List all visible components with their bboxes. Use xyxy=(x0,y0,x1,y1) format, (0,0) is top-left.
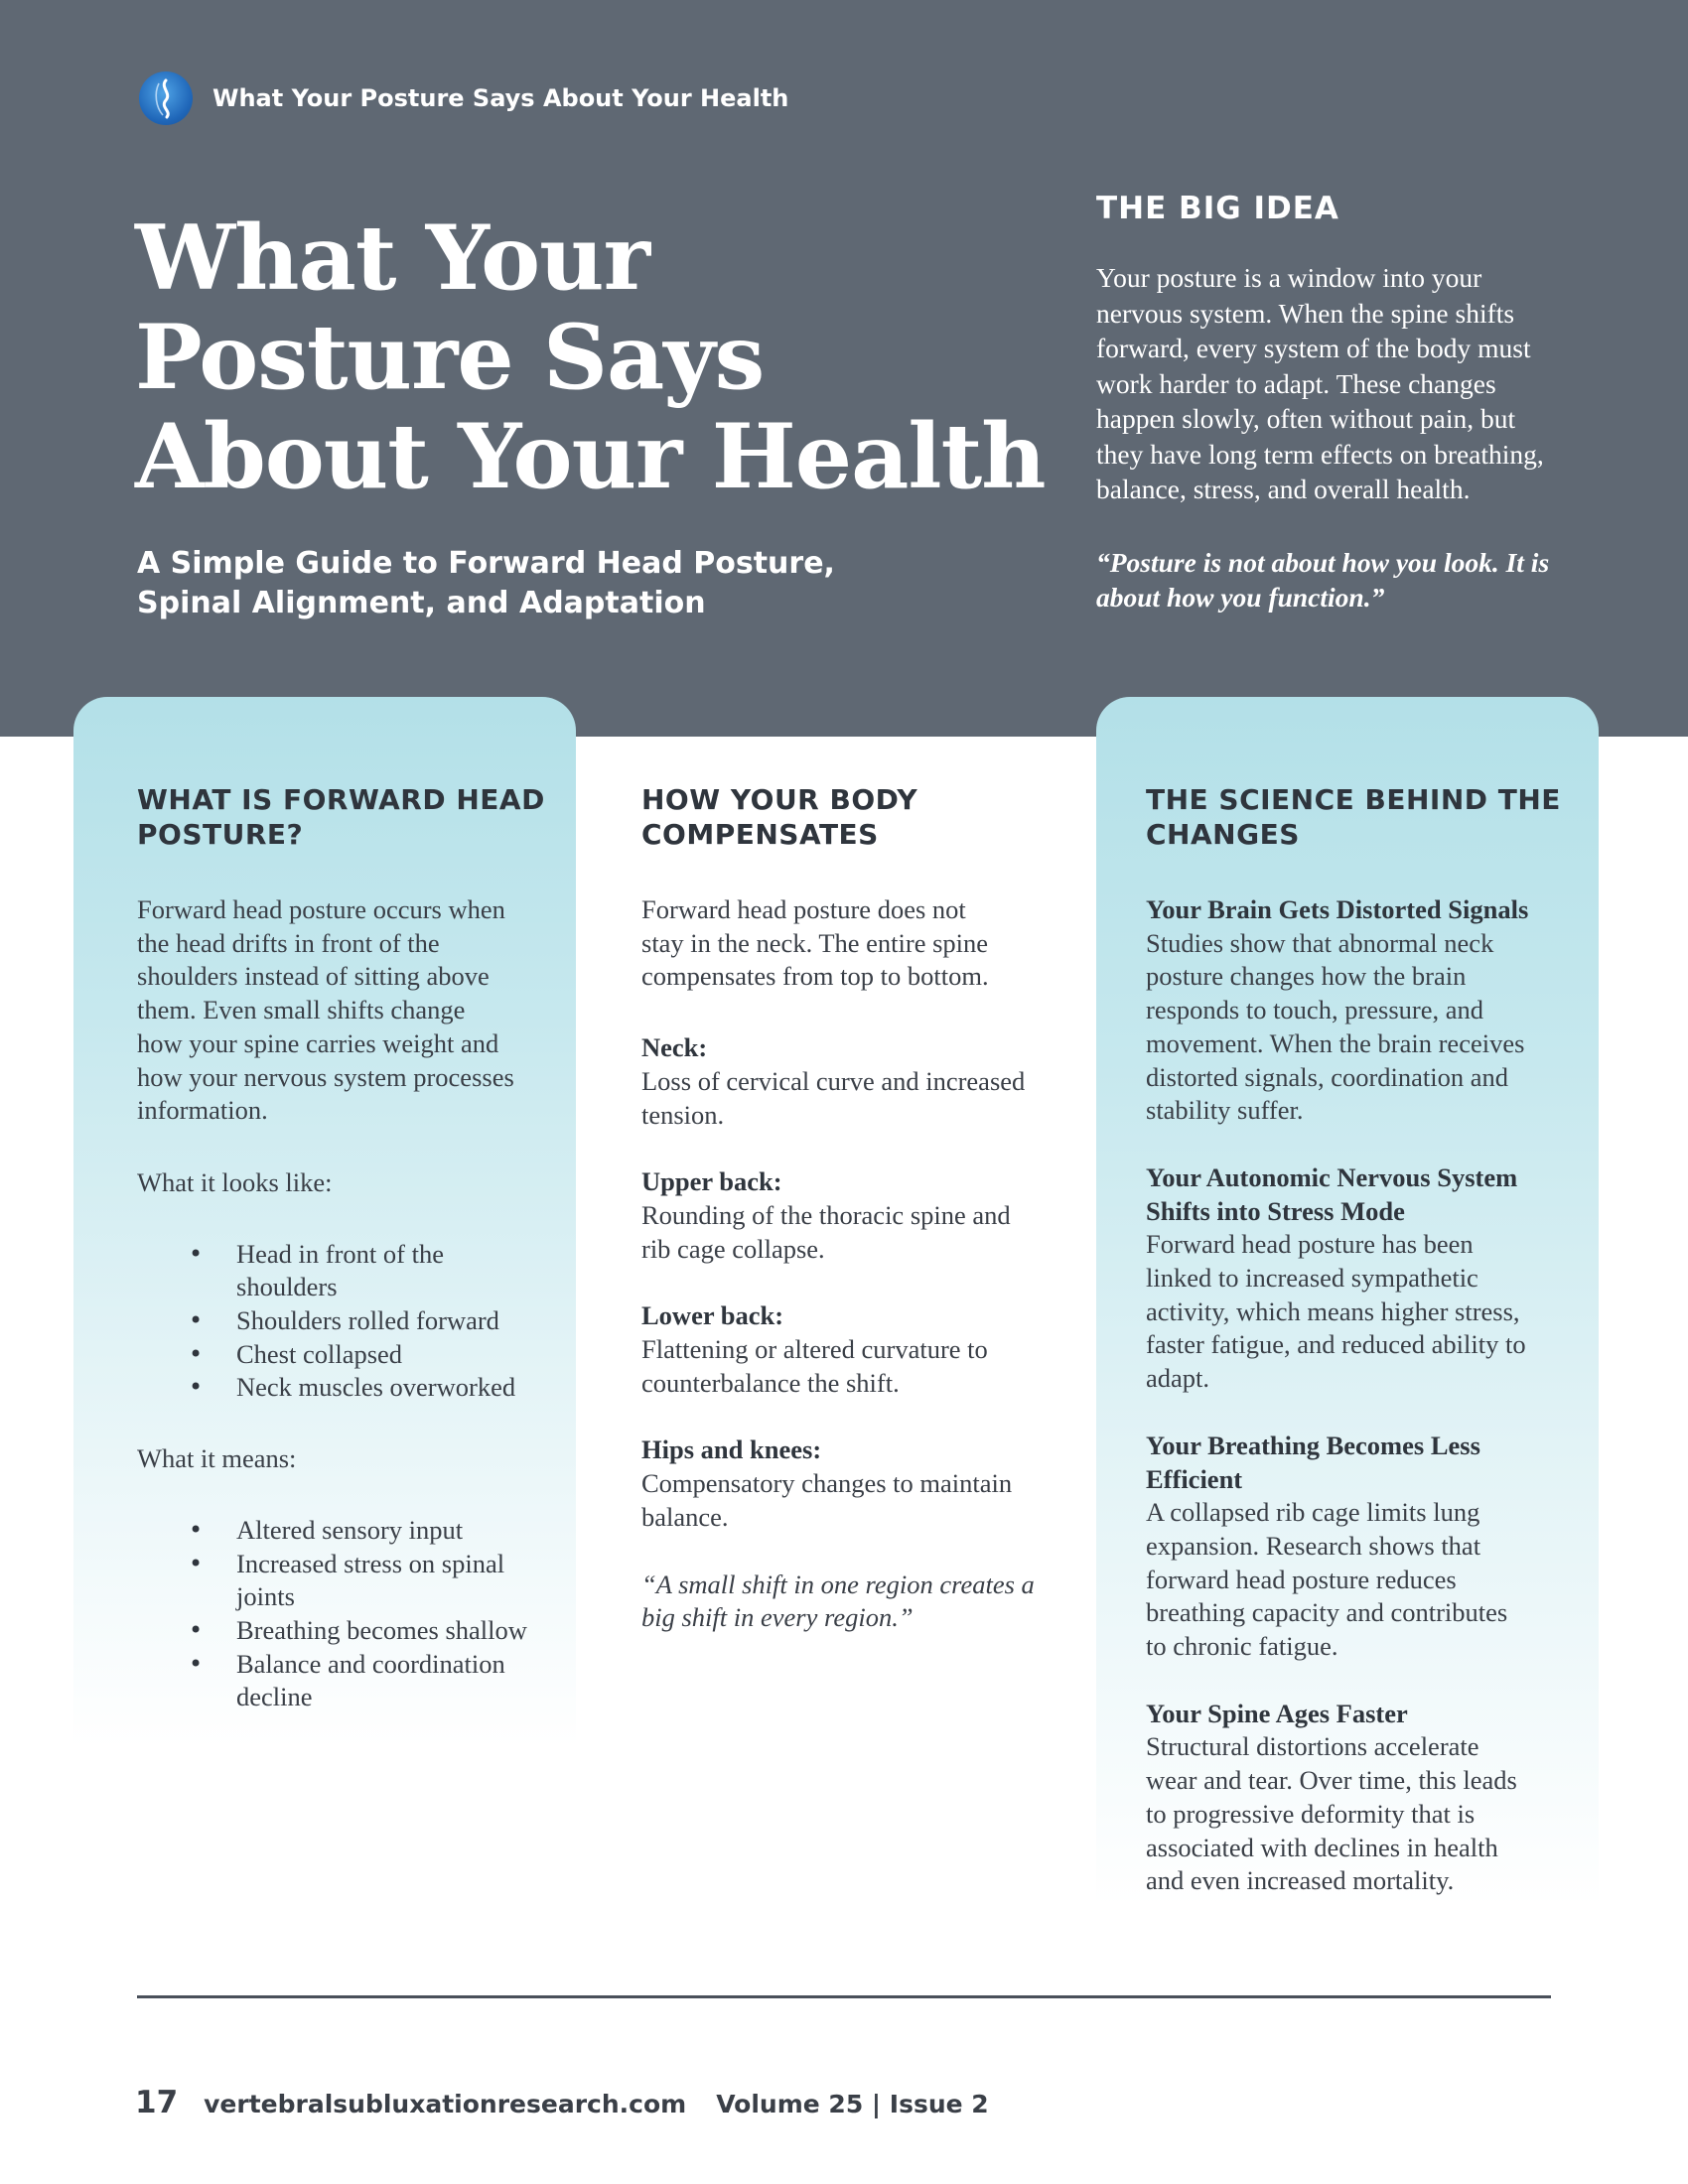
text-line: forward, every system of the body must xyxy=(1096,333,1531,363)
footer-divider xyxy=(137,1995,1551,1998)
heading-line: CHANGES xyxy=(1146,818,1300,851)
spine-logo-icon xyxy=(139,71,193,125)
text-line: rib cage collapse. xyxy=(641,1233,825,1264)
text-line: Studies show that abnormal neck xyxy=(1146,927,1494,958)
means-label xyxy=(137,1442,554,1476)
intro-paragraph xyxy=(641,893,1068,994)
heading-line: WHAT IS FORWARD HEAD xyxy=(137,783,545,816)
column-heading xyxy=(1146,782,1563,852)
list-item: • Breathing becomes shallow xyxy=(189,1614,554,1648)
text-line: balance. xyxy=(641,1501,729,1532)
section-distorted-signals xyxy=(1146,893,1563,1128)
quote-line: about how you function.” xyxy=(1096,582,1385,613)
section-stress-mode xyxy=(1146,1161,1563,1396)
running-head xyxy=(139,71,788,125)
section-title: Upper back: xyxy=(641,1166,782,1197)
big-idea-panel xyxy=(1096,189,1593,615)
section-upper-back xyxy=(641,1165,1068,1266)
website-link[interactable]: vertebralsubluxationresearch.com xyxy=(204,2090,687,2118)
text-line: information. xyxy=(137,1095,268,1126)
list-item: • Shoulders rolled forward xyxy=(189,1304,554,1338)
text-line: the head drifts in front of the xyxy=(137,927,440,958)
page-number: 17 xyxy=(135,2085,179,2120)
section-title: Shifts into Stress Mode xyxy=(1146,1195,1405,1226)
text-line: linked to increased sympathetic xyxy=(1146,1263,1478,1294)
text-line: activity, which means higher stress, xyxy=(1146,1296,1520,1326)
page-footer xyxy=(135,2085,989,2120)
text-line: Forward head posture does not xyxy=(641,894,966,924)
heading-line: THE SCIENCE BEHIND THE xyxy=(1146,783,1561,816)
text-line: to chronic fatigue. xyxy=(1146,1631,1338,1662)
text-line: responds to touch, pressure, and xyxy=(1146,995,1484,1025)
page-title xyxy=(135,205,1046,509)
column-science xyxy=(1146,782,1563,1898)
text-line: compensates from top to bottom. xyxy=(641,961,989,992)
column-body-compensates xyxy=(641,782,1068,1635)
text-line: them. Even small shifts change xyxy=(137,995,466,1025)
list-item: • Chest collapsed xyxy=(189,1338,554,1372)
section-title: Your Brain Gets Distorted Signals xyxy=(1146,894,1529,924)
text-line: work harder to adapt. These changes xyxy=(1096,367,1496,399)
section-lower-back xyxy=(641,1299,1068,1400)
column-forward-head-posture xyxy=(137,782,554,1714)
section-title: Lower back: xyxy=(641,1300,784,1331)
big-idea-body xyxy=(1096,260,1593,507)
title-line: About Your Health xyxy=(135,404,1046,509)
running-head-text: What Your Posture Says About Your Health xyxy=(212,84,789,112)
section-neck xyxy=(641,1031,1068,1132)
text-line: they have long term effects on breathing, xyxy=(1096,438,1544,470)
text-line: balance, stress, and overall health. xyxy=(1096,474,1471,504)
text-line: distorted signals, coordination and xyxy=(1146,1061,1509,1092)
text-line: posture changes how the brain xyxy=(1146,961,1467,992)
text-line: Compensatory changes to maintain xyxy=(641,1468,1013,1499)
text-line: associated with declines in health xyxy=(1146,1832,1498,1862)
text-line: expansion. Research shows that xyxy=(1146,1530,1481,1561)
list-item: • Balance and coordination decline xyxy=(189,1648,554,1714)
text-line: and even increased mortality. xyxy=(1146,1865,1455,1896)
column-heading xyxy=(641,782,1068,852)
text-line: nervous system. When the spine shifts xyxy=(1096,297,1515,329)
text-line: Loss of cervical curve and increased xyxy=(641,1065,1026,1096)
text-line: A collapsed rib cage limits lung xyxy=(1146,1497,1480,1528)
text-line: happen slowly, often without pain, but xyxy=(1096,403,1516,434)
text-line: tension. xyxy=(641,1099,725,1130)
quote-line: big shift in every region.” xyxy=(641,1602,914,1633)
text-line: Rounding of the thoracic spine and xyxy=(641,1199,1011,1230)
section-title: Your Breathing Becomes Less xyxy=(1146,1430,1480,1460)
text-line: stay in the neck. The entire spine xyxy=(641,927,989,958)
heading-line: POSTURE? xyxy=(137,818,304,851)
text-line: faster fatigue, and reduced ability to xyxy=(1146,1329,1526,1360)
subtitle xyxy=(137,544,892,623)
title-line: Posture Says xyxy=(135,305,765,410)
section-title: Neck: xyxy=(641,1032,708,1063)
text-line: adapt. xyxy=(1146,1363,1210,1394)
text-line: Flattening or altered curvature to xyxy=(641,1334,988,1365)
volume-issue: Volume 25 | Issue 2 xyxy=(716,2090,989,2118)
text-line: shoulders instead of sitting above xyxy=(137,961,490,992)
text-line: how your spine carries weight and xyxy=(137,1027,499,1058)
section-title: Hips and knees: xyxy=(641,1434,822,1465)
text-line: Structural distortions accelerate xyxy=(1146,1731,1479,1762)
section-title: Your Spine Ages Faster xyxy=(1146,1698,1408,1728)
text-line: Forward head posture occurs when xyxy=(137,894,505,924)
text-line: breathing capacity and contributes xyxy=(1146,1597,1508,1628)
list-item: • Neck muscles overworked xyxy=(189,1371,554,1405)
quote-line: “Posture is not about how you look. It is xyxy=(1096,546,1550,578)
list-item: • Head in front of the shoulders xyxy=(189,1238,554,1304)
looks-list xyxy=(189,1238,554,1406)
section-breathing xyxy=(1146,1430,1563,1664)
text-line: Forward head posture has been xyxy=(1146,1229,1474,1260)
text-line: What it looks like: xyxy=(137,1166,333,1197)
text-line: movement. When the brain receives xyxy=(1146,1027,1525,1058)
text-line: wear and tear. Over time, this leads xyxy=(1146,1765,1517,1796)
list-item: • Altered sensory input xyxy=(189,1514,554,1548)
text-line: forward head posture reduces xyxy=(1146,1564,1457,1594)
text-line: Your posture is a window into your xyxy=(1096,262,1482,293)
column-quote xyxy=(641,1569,1068,1635)
heading-line: COMPENSATES xyxy=(641,818,879,851)
heading-line: HOW YOUR BODY xyxy=(641,783,918,816)
section-title: Efficient xyxy=(1146,1463,1243,1494)
title-line: What Your xyxy=(135,205,650,311)
text-line: counterbalance the shift. xyxy=(641,1367,900,1398)
subtitle-line: A Simple Guide to Forward Head Posture, xyxy=(137,546,835,581)
text-line: stability suffer. xyxy=(1146,1095,1304,1126)
section-spine-ages xyxy=(1146,1698,1563,1898)
quote-line: “A small shift in one region creates a xyxy=(641,1569,1035,1599)
text-line: to progressive deformity that is xyxy=(1146,1798,1476,1829)
text-line: What it means: xyxy=(137,1443,297,1474)
text-line: how your nervous system processes xyxy=(137,1061,514,1092)
list-item: • Increased stress on spinal joints xyxy=(189,1548,554,1614)
section-hips-knees xyxy=(641,1433,1068,1534)
big-idea-heading: THE BIG IDEA xyxy=(1096,191,1339,226)
looks-label xyxy=(137,1166,554,1200)
means-list xyxy=(189,1514,554,1714)
subtitle-line: Spinal Alignment, and Adaptation xyxy=(137,586,706,620)
section-title: Your Autonomic Nervous System xyxy=(1146,1161,1518,1192)
big-idea-quote xyxy=(1096,545,1593,615)
column-heading xyxy=(137,782,554,852)
intro-paragraph xyxy=(137,893,554,1128)
